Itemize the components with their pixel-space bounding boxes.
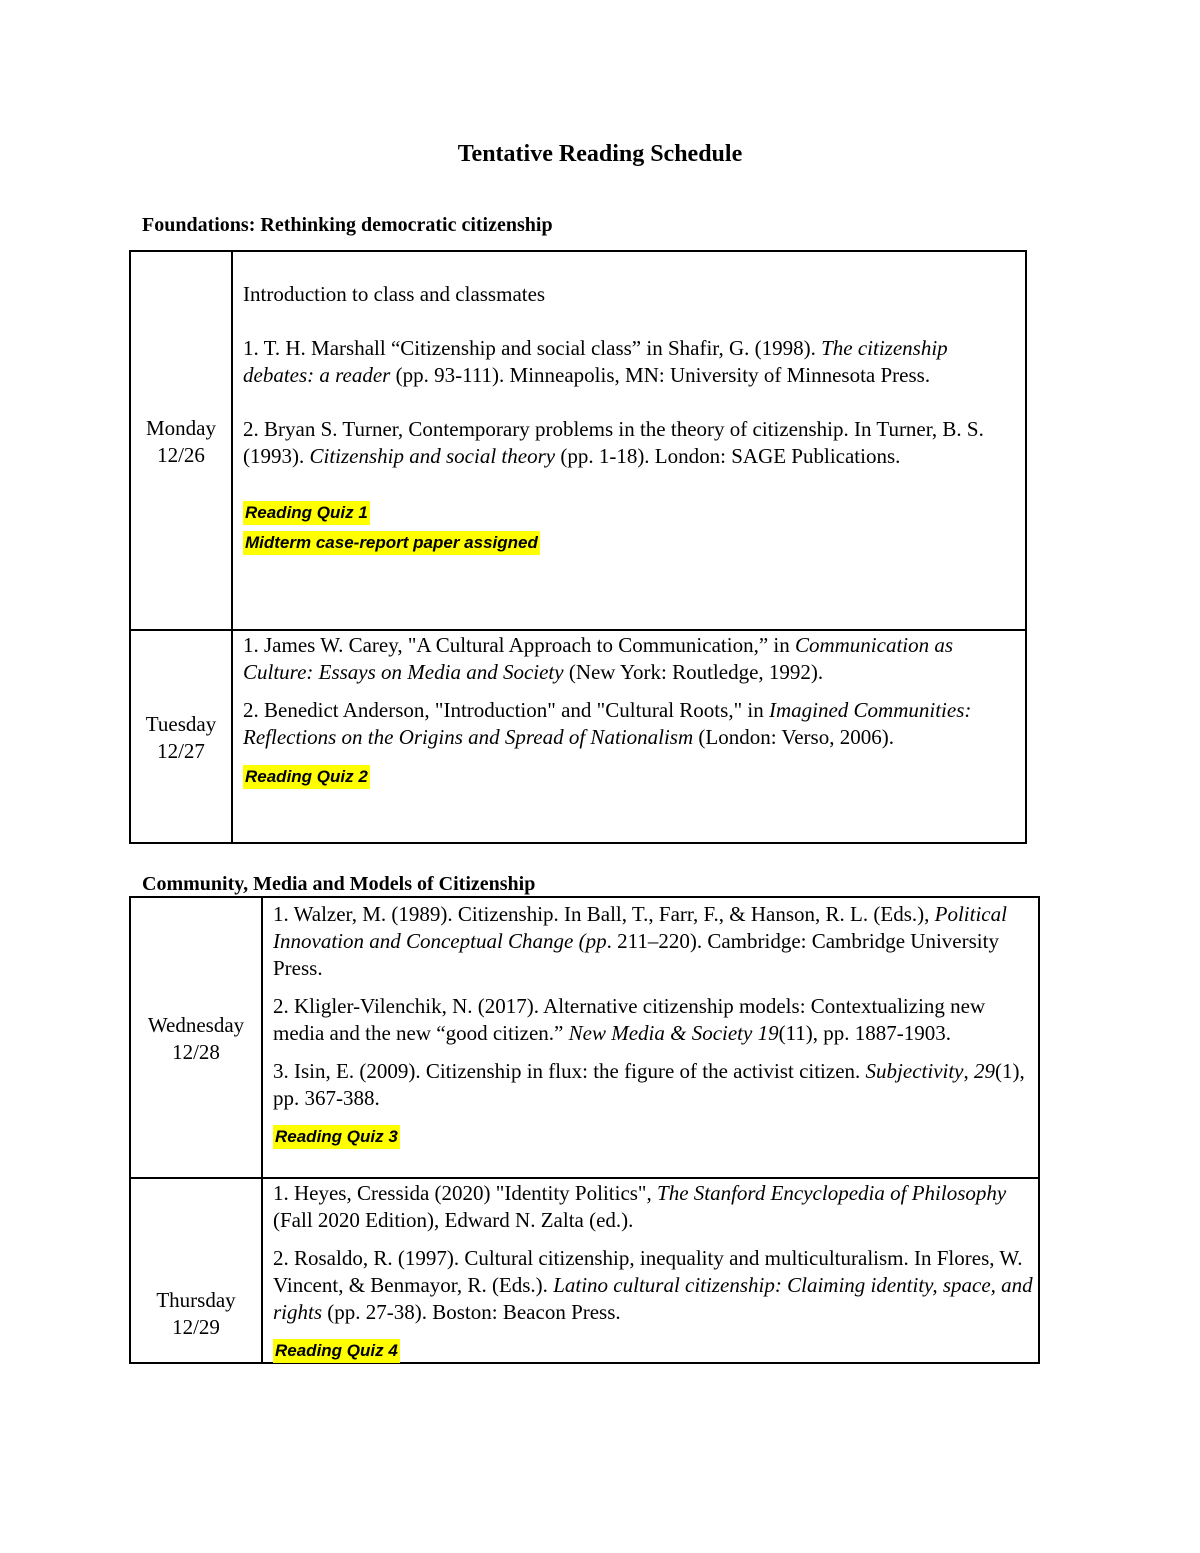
date-label: 12/26 bbox=[157, 443, 205, 467]
readings-cell-thursday bbox=[273, 1180, 1033, 1363]
date-label: 12/27 bbox=[157, 739, 205, 763]
day-cell-monday bbox=[131, 415, 231, 469]
day-cell-wednesday bbox=[131, 1012, 261, 1066]
date-label: 12/28 bbox=[172, 1040, 220, 1064]
readings-cell-monday bbox=[243, 281, 1018, 555]
row-divider bbox=[131, 629, 1025, 631]
date-label: 12/29 bbox=[172, 1315, 220, 1339]
schedule-table-foundations bbox=[129, 250, 1027, 844]
reading-item: 2. Kligler-Vilenchik, N. (2017). Alternative citizenship models: Contextualizing new media and the new “good citizen.” New Media & Society 19(11), pp. 1887-1903. bbox=[273, 994, 986, 1045]
reading-item: 1. T. H. Marshall “Citizenship and social class” in Shafir, G. (1998). The citizenship debates: a reader (pp. 93-111). Minneapolis, MN: University of Minnesota Press. bbox=[243, 336, 948, 387]
reading-item: 2. Rosaldo, R. (1997). Cultural citizenship, inequality and multiculturalism. In Flores, W. Vincent, & Benmayor, R. (Eds.). Latino cultural citizenship: Claiming identity, space, and rights (pp. 27-38). Boston: Beacon Press. bbox=[273, 1246, 1033, 1324]
reading-item: 2. Bryan S. Turner, Contemporary problems in the theory of citizenship. In Turner, B. S. (1993). Citizenship and social theory (pp. 1-18). London: SAGE Publications. bbox=[243, 417, 984, 468]
reading-quiz-badge: Reading Quiz 4 bbox=[273, 1339, 400, 1363]
schedule-table-community bbox=[129, 896, 1040, 1364]
reading-item: 1. James W. Carey, "A Cultural Approach to Communication,” in Communication as Culture: Essays on Media and Society (New York: Routledge, 1992). bbox=[243, 633, 954, 684]
section-heading-foundations: Foundations: Rethinking democratic citizenship bbox=[142, 214, 553, 236]
day-cell-thursday bbox=[131, 1287, 261, 1341]
reading-quiz-badge: Reading Quiz 1 bbox=[243, 501, 370, 525]
day-label: Wednesday bbox=[147, 1013, 245, 1037]
section-heading-community: Community, Media and Models of Citizenship bbox=[142, 873, 536, 895]
column-divider bbox=[261, 898, 263, 1362]
day-label: Tuesday bbox=[145, 712, 217, 736]
day-label: Thursday bbox=[156, 1288, 236, 1312]
reading-item: 1. Walzer, M. (1989). Citizenship. In Ball, T., Farr, F., & Hanson, R. L. (Eds.), Political Innovation and Conceptual Change (pp. 211–220). Cambridge: Cambridge University Press. bbox=[273, 902, 1007, 980]
reading-quiz-badge: Reading Quiz 3 bbox=[273, 1125, 400, 1149]
column-divider bbox=[231, 252, 233, 842]
assignment-badge: Midterm case-report paper assigned bbox=[243, 531, 540, 555]
page-title: Tentative Reading Schedule bbox=[457, 141, 743, 167]
reading-item: 3. Isin, E. (2009). Citizenship in flux: the figure of the activist citizen. Subjectivity, 29(1), pp. 367-388. bbox=[273, 1059, 1025, 1110]
reading-quiz-badge: Reading Quiz 2 bbox=[243, 765, 370, 789]
readings-cell-wednesday bbox=[273, 901, 1033, 1149]
row-divider bbox=[131, 1177, 1038, 1179]
readings-cell-tuesday bbox=[243, 632, 1018, 789]
intro-text: Introduction to class and classmates bbox=[243, 282, 546, 306]
day-cell-tuesday bbox=[131, 711, 231, 765]
day-label: Monday bbox=[146, 416, 216, 440]
reading-item: 1. Heyes, Cressida (2020) "Identity Politics", The Stanford Encyclopedia of Philosophy (Fall 2020 Edition), Edward N. Zalta (ed.). bbox=[273, 1181, 1007, 1232]
reading-item: 2. Benedict Anderson, "Introduction" and "Cultural Roots," in Imagined Communities: Reflections on the Origins and Spread of Nationalism (London: Verso, 2006). bbox=[243, 698, 972, 749]
